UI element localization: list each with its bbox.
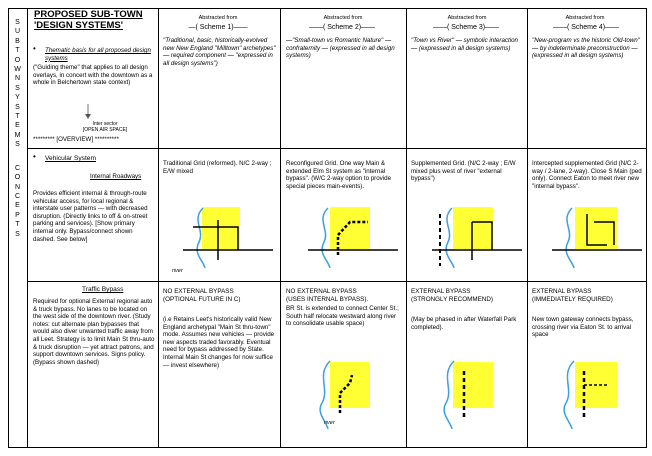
bypass-diagram-3 [412, 355, 532, 435]
sidebar-letter: C [14, 192, 21, 200]
row3-scheme-3-heading: EXTERNAL BYPASS (STRONGLY RECOMMEND) [411, 288, 493, 303]
roadway-diagram-4 [532, 200, 652, 270]
sidebar-letter: O [14, 56, 21, 64]
scheme-3-heading: ——( Scheme 3)—— [432, 24, 500, 31]
sidebar-letter: C [14, 164, 21, 172]
row2-heading: Vehicular System [45, 155, 96, 162]
row3-sub: Traffic Bypass [82, 286, 124, 293]
sidebar-letter: S [15, 103, 20, 111]
row2-scheme-3: Supplemented Grid. (N/C 2-way ; E/W mixed plus west of river "external bypass") [411, 160, 516, 183]
row1-note: Inter sector [OPEN AIR SPACE] [82, 121, 128, 133]
row1-scheme-1: "Traditional, basic, historically-evolved new New England "Milltown" archetypes" — required component — "expressed in all design systems") [163, 37, 276, 67]
col2-label: Abstracted from [323, 15, 363, 21]
bypass-diagram-4 [532, 355, 652, 435]
col-divider-1 [158, 8, 159, 448]
row2-body: Provides efficient internal & through-route vehicular access, for local regional & interstate user patterns — with decreased disruption. (Directly links to off & on-street parking and services). [Show primary internal only. Bypass/connect shown dashed. See below] [33, 190, 148, 243]
sidebar-letter: B [15, 37, 20, 45]
scheme-1-heading: —( Scheme 1)—— [188, 24, 248, 31]
scheme-2-heading: ——( Scheme 2)—— [308, 24, 376, 31]
river-label-2: river [324, 420, 335, 426]
row1-scheme-3: "Town vs River" — symbolic interaction — (expressed in all design systems) [411, 37, 518, 52]
sidebar-letter: O [14, 174, 21, 182]
sidebar-letter: S [15, 84, 20, 92]
row1-heading: Thematic basis for all proposed design systems [45, 47, 151, 62]
row3-scheme-2: BR St. is extended to connect Center St.; South half relocate westward along river to consolidate usable space) [286, 305, 399, 328]
sidebar-letter: E [15, 122, 20, 130]
sidebar-letter: W [14, 66, 21, 74]
roadway-diagram-2 [288, 200, 408, 270]
row3-scheme-4: New town gateway connects bypass, crossing river via Eaton St. to arrival space [532, 316, 634, 339]
row-divider-1 [28, 148, 647, 149]
row1-stars: ********* [OVERVIEW] ********** [33, 136, 119, 143]
row3-scheme-4-heading: EXTERNAL BYPASS (IMMEDIATELY REQUIRED) [532, 288, 613, 303]
col3-label: Abstracted from [447, 15, 487, 21]
sidebar-letter: P [15, 211, 20, 219]
scheme-4-heading: ——( Scheme 4)—— [552, 24, 620, 31]
roadway-diagram-3 [412, 200, 532, 270]
row3-scheme-1-heading: NO EXTERNAL BYPASS (OPTIONAL FUTURE IN C) [163, 288, 241, 303]
sidebar-letter: Y [15, 94, 20, 102]
bullet-icon: • [33, 152, 36, 161]
sidebar-letter: T [15, 221, 20, 229]
sidebar-letter: N [14, 75, 21, 83]
row1-scheme-2: —"Small-town vs Romantic Nature" — confraternity — (expressed in all design systems) [286, 37, 395, 60]
row2-sub: Internal Roadways [90, 173, 142, 180]
sidebar-letter: S [15, 19, 20, 26]
col1-label: Abstracted from [198, 15, 238, 21]
page-title: PROPOSED SUB-TOWN 'DESIGN SYSTEMS' [34, 9, 143, 31]
sidebar-vertical-label [8, 8, 28, 448]
row1-scheme-4: "New-program vs the historic Old-town" — by indeterminate preconstruction — (expressed in all design systems) [532, 37, 640, 60]
sidebar-letter: S [15, 230, 20, 238]
row1-body: ("Guiding theme" that applies to all design overlays, in concert with the downtown as a whole in Belchertown state context) [33, 64, 153, 87]
row2-scheme-4: Intercepted supplemented Grid (N/C 2-way / 2-lane, 2-way). Close S Main (ped only). Connect Eaton to meet river new "internal bypass". [532, 160, 642, 190]
sidebar-letter: M [14, 131, 21, 139]
row-divider-2 [28, 281, 647, 282]
roadway-diagram-1 [163, 200, 283, 270]
sidebar-letter: U [14, 28, 21, 36]
col4-label: Abstracted from [565, 15, 605, 21]
down-arrow-icon [85, 104, 95, 120]
row3-scheme-1: (i.e Retains Leet's historically valid New England archetypal "Main St thru-town" mode. Assumes new vehicles — provide new aspects traded favorably. Eventual need for bypass addressed by State. Internal Main St changes for now suffice — invest elsewhere) [163, 316, 275, 369]
row2-scheme-2: Reconfigured Grid. One way Main & extended Elm St system as "internal bypass". (W/C 2-way option to provide special pieces main-events). [286, 160, 392, 190]
bypass-diagram-2 [288, 355, 408, 435]
river-label-1: river [172, 268, 183, 274]
row3-body: Required for optional External regional auto & truck bypass. No lanes to be located on the west side of the downtown river. (Study notes: cut alternate plan bypasses that would also diver unwanted traffic away from all Leet. Strategy is to limit Main St thru-auto & truck disruption — yet attract patrons, and support downtown services. Signs policy. (Bypass shown dashed) [33, 298, 155, 366]
sidebar-letter: T [15, 47, 20, 55]
row3-scheme-3: (May be phased in after Waterfall Park completed). [411, 316, 517, 331]
sidebar-letter: N [14, 183, 21, 191]
bullet-icon: • [33, 44, 36, 53]
row2-scheme-1: Traditional Grid (reformed). N/C 2-way ; E/W mixed [163, 160, 272, 175]
sidebar-letter: T [15, 113, 20, 121]
sidebar-letter: E [15, 202, 20, 210]
sidebar-letter: S [15, 141, 20, 149]
row3-scheme-2-heading: NO EXTERNAL BYPASS (USES INTERNAL BYPASS). [286, 288, 369, 303]
